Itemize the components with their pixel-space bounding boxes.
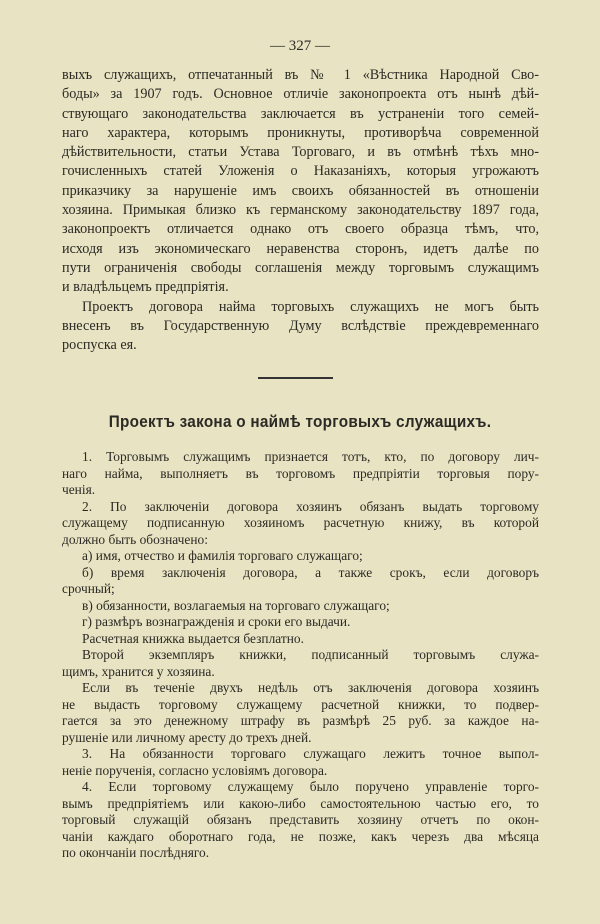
- section-divider: [258, 377, 333, 379]
- text-line: щимъ, хранится у хозяина.: [62, 663, 215, 679]
- text-line: чаніи каждаго оборотнаго года, не позже, какъ черезъ два мѣсяца: [62, 828, 539, 844]
- text-line: гочисленныхъ статей Уложенія о Наказаніяхъ, которыя угрожаютъ: [62, 163, 539, 180]
- text-line: 3. На обязанности торговаго служащаго лежитъ точное выпол-: [82, 746, 539, 761]
- text-line: неніе порученія, согласно условіямъ договора.: [62, 762, 328, 778]
- text-line: по окончаніи послѣдняго.: [62, 845, 210, 860]
- text-line: исходя изъ экономическаго неравенства сторонъ, идетъ далѣе по: [62, 240, 539, 257]
- intro-text: [62, 66, 539, 355]
- text-line: боды» за 1907 годъ. Основное отличіе законопроекта отъ нынѣ дѣй-: [62, 86, 539, 103]
- text-line: 1. Торговымъ служащимъ признается тотъ, кто, по договору лич-: [82, 449, 539, 464]
- text-line: служащему подписанную хозяиномъ расчетную книжу, въ которой: [62, 515, 539, 530]
- text-line: законопроектъ отличается однако отъ своего образца тѣмъ, что,: [62, 221, 539, 238]
- section-text: [62, 449, 539, 862]
- text-line: наго характера, которымъ проникнуты, противорѣча современной: [62, 124, 539, 141]
- text-line: 4. Если торговому служащему было поручено управленіе торго-: [82, 779, 539, 794]
- text-line: приказчику за нарушеніе имъ своихъ обязанностей въ отношеніи: [62, 182, 539, 199]
- text-line: гается за это денежному штрафу въ размѣрѣ 25 руб. за каждое на-: [62, 713, 539, 728]
- text-line: не выдасть торговому служащему расчетной книжки, то подвер-: [62, 696, 539, 712]
- text-line: Расчетная книжка выдается безплатно.: [82, 630, 304, 646]
- text-line: хозяина. Примыкая близко къ германскому законодательству 1897 года,: [62, 202, 539, 219]
- text-line: торговый служащій обязанъ представить хозяину отчетъ по окон-: [62, 812, 539, 827]
- text-line: пути ограниченія свободы соглашенія между торговымъ служащимъ: [62, 259, 539, 276]
- section-title: Проектъ закона о наймѣ торговыхъ служащихъ.: [108, 412, 492, 431]
- text-line: внесенъ въ Государственную Думу вслѣдствіе преждевременнаго: [62, 317, 539, 334]
- text-line: Проектъ договора найма торговыхъ служащихъ не могъ быть: [82, 298, 539, 315]
- text-line: в) обязанности, возлагаемыя на торговаго служащаго;: [82, 597, 390, 613]
- page-number: — 327 —: [270, 38, 330, 54]
- text-line: г) размѣръ вознагражденія и сроки его выдачи.: [82, 614, 351, 629]
- text-line: выхъ служащихъ, отпечатанный въ № 1 «Вѣстника Народной Сво-: [62, 67, 539, 83]
- text-line: Второй экземпляръ книжки, подписанный торговымъ служа-: [82, 647, 539, 662]
- text-line: вымъ предпріятіемъ или какою-либо самостоятельною частью его, то: [62, 795, 539, 811]
- text-line: 2. По заключеніи договора хозяинъ обязанъ выдать торговому: [82, 498, 539, 514]
- text-line: дѣйствительности, статьи Устава Торговаго, и въ отмѣнѣ тѣхъ мно-: [62, 144, 539, 161]
- text-line: Если въ теченіе двухъ недѣль отъ заключенія договора хозяинъ: [82, 680, 539, 695]
- text-line: и владѣльцемъ предпріятія.: [62, 279, 229, 296]
- text-line: а) имя, отчество и фамилія торговаго служащаго;: [82, 548, 363, 563]
- text-line: рушеніе или личному аресту до трехъ дней.: [62, 729, 312, 745]
- text-line: наго найма, выполняетъ въ торговомъ предпріятіи торговыя пору-: [62, 465, 539, 481]
- text-line: должно быть обозначено:: [62, 531, 208, 547]
- text-line: роспуска ея.: [62, 337, 137, 354]
- text-line: срочный;: [62, 581, 115, 596]
- text-line: б) время заключенія договора, а также срокъ, если договоръ: [82, 564, 539, 580]
- text-line: ствующаго законодательства заключается въ устраненіи того семей-: [62, 105, 539, 122]
- text-line: ченія.: [62, 482, 96, 497]
